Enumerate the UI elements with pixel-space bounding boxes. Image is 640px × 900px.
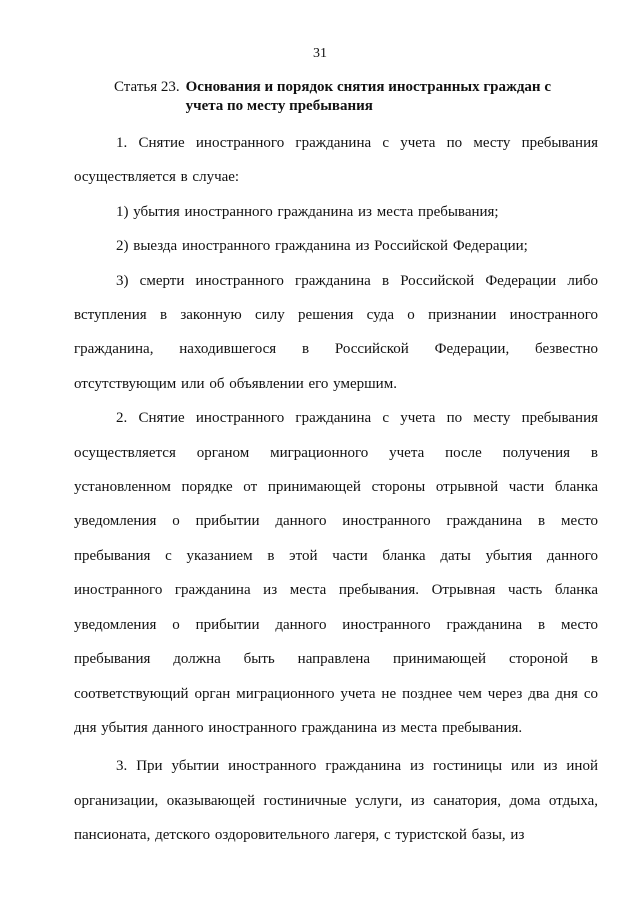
paragraph-2: 2. Снятие иностранного гражданина с учета по месту пребывания осуществляется органом миграционного учета после получения в установленном порядке от принимающей стороны отрывной части бланка уведомления о прибытии данного иностранного гражданина в место пребывания с указанием в этой части бланка даты убытия данного иностранного гражданина из места пребывания. Отрывная часть бланка уведомления о прибытии данного иностранного гражданина в место пребывания должна быть направлена принимающей стороной в соответствующий орган миграционного учета не позднее чем через два дня со дня убытия данного иностранного гражданина из места пребывания. [74, 410, 598, 736]
paragraph-1-item-1: 1) убытия иностранного гражданина из места пребывания; [116, 203, 499, 220]
article-label: Статья 23. [114, 79, 180, 95]
paragraph-3: 3. При убытии иностранного гражданина из гостиницы или из иной организации, оказывающей гостиничные услуги, из санатория, дома отдыха, пансионата, детского оздоровительного лагеря, с туристской базы, из [74, 758, 598, 844]
article-body [74, 126, 598, 853]
article-heading [114, 78, 614, 116]
article-title: Основания и порядок снятия иностранных граждан с учета по месту пребывания [185, 79, 551, 114]
page-number: 31 [313, 46, 327, 61]
paragraph-1-item-2: 2) выезда иностранного гражданина из Российской Федерации; [116, 238, 528, 255]
paragraph-1: 1. Снятие иностранного гражданина с учета по месту пребывания осуществляется в случае: [74, 135, 598, 186]
paragraph-1-item-3: 3) смерти иностранного гражданина в Российской Федерации либо вступления в законную силу решения суда о признании иностранного гражданина, находившегося в Российской Федерации, безвестно отсутствующим или об объявлении его умершим. [74, 272, 598, 392]
